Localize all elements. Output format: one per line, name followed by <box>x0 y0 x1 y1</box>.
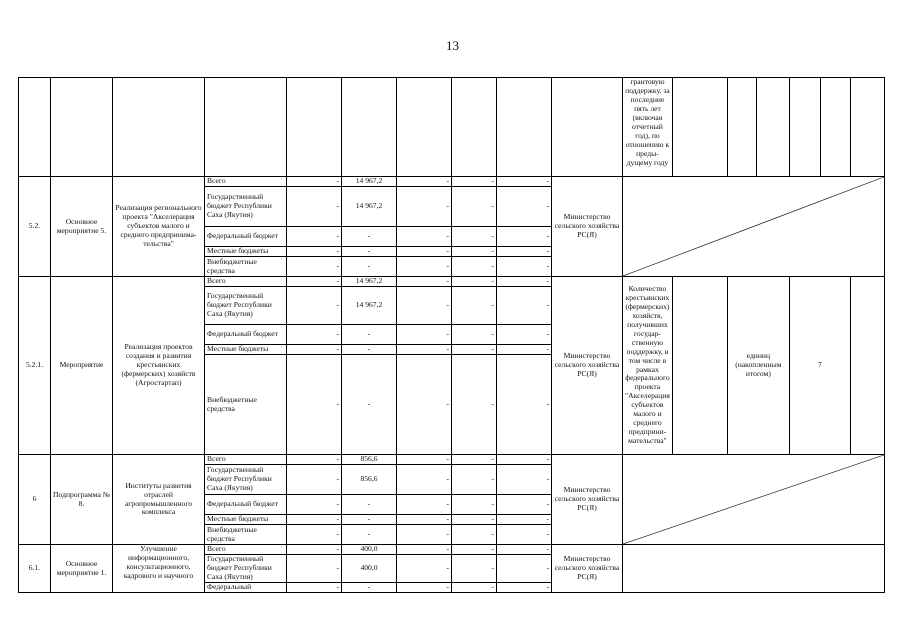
empty-diagonal-cell <box>623 455 885 545</box>
value-cell: - <box>497 345 552 355</box>
value-cell: - <box>452 247 497 257</box>
value-cell: - <box>287 227 342 247</box>
value-cell: - <box>342 525 397 545</box>
row-type: Подпрограмма № 8. <box>51 455 113 545</box>
value-cell: 856,6 <box>342 465 397 495</box>
value-cell: - <box>397 583 452 593</box>
table-row <box>19 545 885 555</box>
source-label: Государственный бюджет Республики Саха (Якутия) <box>205 287 287 325</box>
unit-cell: единиц (накопленным итогом) <box>727 277 789 455</box>
source-label: Государственный бюджет Республики Саха (Якутия) <box>205 465 287 495</box>
value-cell: - <box>497 177 552 187</box>
value-cell: - <box>397 227 452 247</box>
value-cell: - <box>342 227 397 247</box>
value-cell: 14 967,2 <box>342 177 397 187</box>
value-cell: - <box>452 525 497 545</box>
value-cell: - <box>397 515 452 525</box>
value-cell: - <box>287 187 342 227</box>
value-cell: - <box>452 555 497 583</box>
value-cell: - <box>287 455 342 465</box>
value-cell: - <box>397 287 452 325</box>
value-cell: - <box>397 355 452 455</box>
row-type: Основное мероприятие 1. <box>51 545 113 593</box>
value-cell: - <box>287 177 342 187</box>
value-cell: - <box>287 545 342 555</box>
source-label: Внебюджетные средства <box>205 257 287 277</box>
row-type: Мероприятие <box>51 277 113 455</box>
value-cell: - <box>397 455 452 465</box>
row-code: 5.2. <box>19 177 51 277</box>
value-cell: - <box>452 355 497 455</box>
value-cell: - <box>342 247 397 257</box>
value-cell: - <box>397 345 452 355</box>
value-cell: - <box>497 257 552 277</box>
value-cell: - <box>342 257 397 277</box>
value-cell: - <box>452 325 497 345</box>
source-label: Государственный бюджет Республики Саха (Якутия) <box>205 555 287 583</box>
value-cell: 14 967,2 <box>342 187 397 227</box>
value-cell: - <box>497 325 552 345</box>
value-cell: - <box>397 465 452 495</box>
value-cell: - <box>342 495 397 515</box>
value-cell: - <box>287 345 342 355</box>
value-cell: - <box>497 227 552 247</box>
row-name: Улучшение информационного, консультационного, кадрового и научного <box>113 545 205 593</box>
value-cell: - <box>287 465 342 495</box>
value-cell: - <box>452 345 497 355</box>
value-cell: - <box>497 515 552 525</box>
source-label: Федеральный <box>205 583 287 593</box>
value-cell: - <box>287 525 342 545</box>
row-name: Реализация проектов создания и развития крестьянских (фермерских) хозяйств (Агростартап) <box>113 277 205 455</box>
value-cell: - <box>452 227 497 247</box>
value-cell: - <box>342 355 397 455</box>
value-cell: - <box>397 545 452 555</box>
value-cell: - <box>497 187 552 227</box>
value-cell: - <box>287 495 342 515</box>
value-cell: - <box>397 177 452 187</box>
value-cell: - <box>452 545 497 555</box>
value-cell: - <box>497 355 552 455</box>
row-code: 6.1. <box>19 545 51 593</box>
value-cell: - <box>287 247 342 257</box>
row-name: Реализация регионального проекта "Акселерация субъектов малого и среднего предпринима-тельства" <box>113 177 205 277</box>
value-cell: - <box>287 355 342 455</box>
value-cell: - <box>397 495 452 515</box>
source-label: Федеральный бюджет <box>205 325 287 345</box>
row-code: 6 <box>19 455 51 545</box>
source-label: Федеральный бюджет <box>205 495 287 515</box>
source-label: Внебюджетные средства <box>205 525 287 545</box>
value-cell: - <box>397 187 452 227</box>
value-cell: - <box>497 247 552 257</box>
value-cell: - <box>287 287 342 325</box>
target-value: 7 <box>789 277 850 455</box>
value-cell: - <box>452 455 497 465</box>
value-cell: - <box>497 465 552 495</box>
value-cell: 856,6 <box>342 455 397 465</box>
value-cell: - <box>342 583 397 593</box>
value-cell: - <box>397 325 452 345</box>
value-cell: - <box>497 555 552 583</box>
table-row <box>19 78 885 177</box>
table-row <box>19 455 885 465</box>
budget-table <box>18 77 885 593</box>
page-number: 13 <box>446 38 459 53</box>
value-cell: - <box>287 257 342 277</box>
value-cell: - <box>287 325 342 345</box>
executor: Министерство сельского хозяйства РС(Я) <box>552 545 623 593</box>
table-row <box>19 177 885 187</box>
row-type: Основное мероприятие 5. <box>51 177 113 277</box>
value-cell: 14 967,2 <box>342 287 397 325</box>
value-cell: - <box>287 555 342 583</box>
source-label: Всего <box>205 545 287 555</box>
value-cell: - <box>397 525 452 545</box>
value-cell: - <box>497 277 552 287</box>
executor: Министерство сельского хозяйства РС(Я) <box>552 177 623 277</box>
value-cell: - <box>497 455 552 465</box>
indicator-cell: Количество крестьянских (фермерских) хозяйств, получивших государ-ственную поддержку, в том числе в рамках федерального проекта "Акселерация субъектов малого и среднего предприни-мательства" <box>623 277 673 455</box>
value-cell: - <box>342 345 397 355</box>
value-cell: - <box>397 277 452 287</box>
source-label: Федеральный бюджет <box>205 227 287 247</box>
value-cell: - <box>452 495 497 515</box>
value-cell: - <box>452 187 497 227</box>
source-label: Всего <box>205 455 287 465</box>
value-cell: 400,0 <box>342 555 397 583</box>
executor: Министерство сельского хозяйства РС(Я) <box>552 455 623 545</box>
value-cell: - <box>497 495 552 515</box>
value-cell: - <box>452 583 497 593</box>
value-cell: - <box>452 277 497 287</box>
value-cell: - <box>452 287 497 325</box>
source-label: Внебюджетные средства <box>205 355 287 455</box>
source-label: Местные бюджеты <box>205 345 287 355</box>
value-cell: - <box>452 177 497 187</box>
value-cell: - <box>397 247 452 257</box>
value-cell: - <box>287 583 342 593</box>
value-cell: - <box>342 515 397 525</box>
executor: Министерство сельского хозяйства РС(Я) <box>552 277 623 455</box>
value-cell: - <box>452 515 497 525</box>
value-cell: - <box>497 583 552 593</box>
source-label: Всего <box>205 277 287 287</box>
value-cell: 400,0 <box>342 545 397 555</box>
value-cell: - <box>497 525 552 545</box>
source-label: Местные бюджеты <box>205 247 287 257</box>
source-label: Местные бюджеты <box>205 515 287 525</box>
value-cell: - <box>497 545 552 555</box>
value-cell: - <box>452 465 497 495</box>
value-cell: - <box>397 555 452 583</box>
value-cell: - <box>497 287 552 325</box>
value-cell: - <box>397 257 452 277</box>
value-cell: 14 967,2 <box>342 277 397 287</box>
value-cell: - <box>287 515 342 525</box>
table-row <box>19 277 885 287</box>
value-cell: - <box>287 277 342 287</box>
value-cell: - <box>452 257 497 277</box>
source-label: Всего <box>205 177 287 187</box>
source-label: Государственный бюджет Республики Саха (Якутия) <box>205 187 287 227</box>
row-code: 5.2.1. <box>19 277 51 455</box>
empty-diagonal-cell <box>623 177 885 277</box>
row-name: Институты развития отраслей агропромышленного комплекса <box>113 455 205 545</box>
indicator-cell: грантовую поддержку, за последние пять лет (включая отчетный год), по отношению к преды-дущему году <box>623 78 673 177</box>
value-cell: - <box>342 325 397 345</box>
